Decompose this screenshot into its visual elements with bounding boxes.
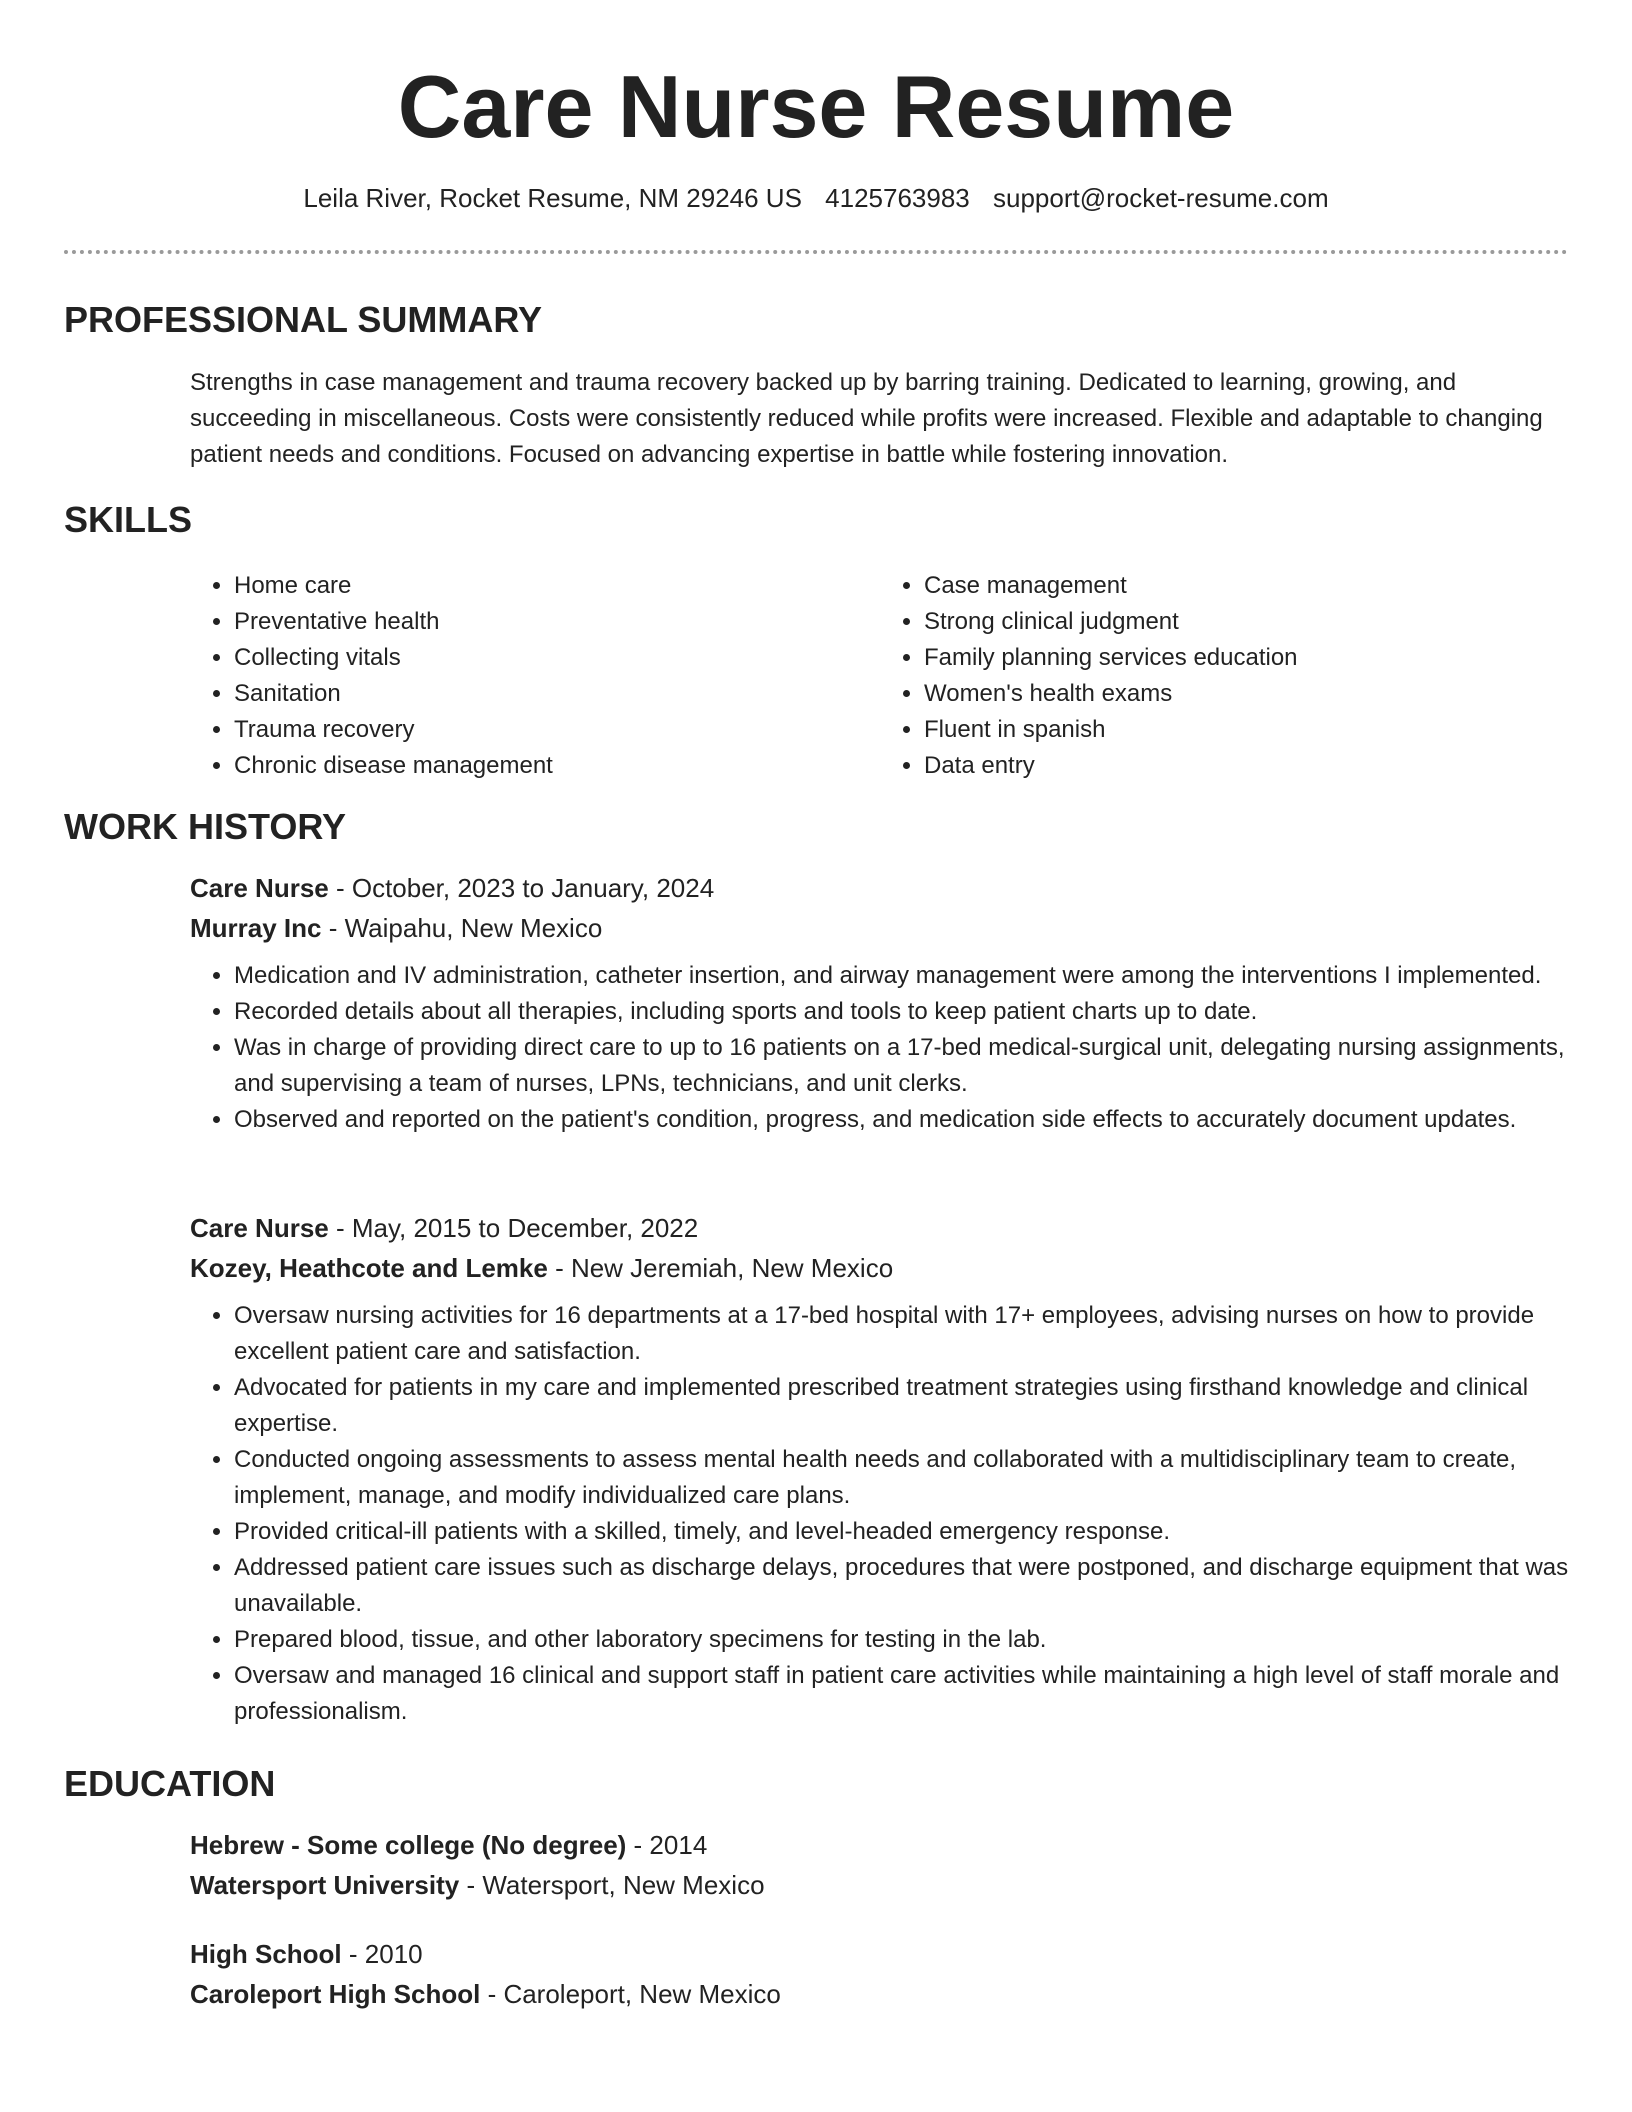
- section-title-summary: PROFESSIONAL SUMMARY: [64, 299, 543, 340]
- skill-item: • Chronic disease management: [234, 748, 880, 784]
- education-entry: [190, 1825, 1570, 1905]
- education-year: - 2010: [341, 1939, 423, 1969]
- job-bullets: [190, 958, 1570, 1138]
- job-company: Kozey, Heathcote and Lemke: [190, 1253, 548, 1283]
- job-company: Murray Inc: [190, 913, 322, 943]
- job-location: - Waipahu, New Mexico: [321, 913, 603, 943]
- education-school: Watersport University: [190, 1870, 460, 1900]
- section-title-work-history: WORK HISTORY: [64, 806, 347, 847]
- contact-phone[interactable]: 4125763983: [825, 183, 970, 213]
- education-school-line: [190, 1974, 1570, 2014]
- contact-line: [0, 180, 1632, 216]
- job-bullet: • Prepared blood, tissue, and other laboratory specimens for testing in the lab.: [234, 1622, 1570, 1658]
- contact-address: Leila River, Rocket Resume, NM 29246 US: [303, 183, 802, 213]
- education-year: - 2014: [626, 1830, 708, 1860]
- job-bullet: • Was in charge of providing direct care to up to 16 patients on a 17-bed medical-surgical unit, delegating nursing assignments, and supervising a team of nurses, LPNs, technicians, and unit clerks.: [234, 1030, 1570, 1102]
- job-dates: - October, 2023 to January, 2024: [328, 873, 715, 903]
- job-company-line: [190, 908, 1570, 948]
- contact-email[interactable]: support@rocket-resume.com: [993, 183, 1329, 213]
- job-bullets: [190, 1298, 1570, 1730]
- education-degree-line: [190, 1825, 1570, 1865]
- job-bullet: • Oversaw nursing activities for 16 departments at a 17-bed hospital with 17+ employees, advising nurses on how to provide excellent patient care and satisfaction.: [234, 1298, 1570, 1370]
- section-title-education: EDUCATION: [64, 1763, 276, 1804]
- summary-text: Strengths in case management and trauma recovery backed up by barring training. Dedicated to learning, growing, and succeeding in miscellaneous. Costs were consistently reduced while profits were increased. Flexible and adaptable to changing patient needs and conditions. Focused on advancing expertise in battle while fostering innovation.: [190, 369, 1543, 468]
- job-title-line: [190, 1208, 1570, 1248]
- education-degree: Hebrew - Some college (No degree): [190, 1830, 627, 1860]
- skill-item: • Trauma recovery: [234, 712, 880, 748]
- job-title: Care Nurse: [190, 873, 329, 903]
- job-bullet: • Provided critical-ill patients with a skilled, timely, and level-headed emergency response.: [234, 1514, 1570, 1550]
- skills-column-2: [880, 568, 1570, 784]
- job-title: Care Nurse: [190, 1213, 329, 1243]
- skill-item: • Family planning services education: [924, 640, 1570, 676]
- job-bullet: • Advocated for patients in my care and implemented prescribed treatment strategies using firsthand knowledge and clinical expertise.: [234, 1370, 1570, 1442]
- job-bullet: • Conducted ongoing assessments to assess mental health needs and collaborated with a multidisciplinary team to create, implement, manage, and modify individualized care plans.: [234, 1442, 1570, 1514]
- job-entry: [190, 868, 1570, 1138]
- skill-item: • Strong clinical judgment: [924, 604, 1570, 640]
- education-entry: [190, 1934, 1570, 2014]
- skill-item: • Collecting vitals: [234, 640, 880, 676]
- education-location: - Caroleport, New Mexico: [480, 1979, 781, 2009]
- education-location: - Watersport, New Mexico: [459, 1870, 765, 1900]
- job-bullet: • Addressed patient care issues such as discharge delays, procedures that were postponed, and discharge equipment that was unavailable.: [234, 1550, 1570, 1622]
- job-entry: [190, 1208, 1570, 1730]
- job-bullet: • Oversaw and managed 16 clinical and support staff in patient care activities while maintaining a high level of staff morale and professionalism.: [234, 1658, 1570, 1730]
- job-bullet: • Observed and reported on the patient's condition, progress, and medication side effects to accurately document updates.: [234, 1102, 1570, 1138]
- job-location: - New Jeremiah, New Mexico: [547, 1253, 894, 1283]
- job-bullet: • Recorded details about all therapies, including sports and tools to keep patient charts up to date.: [234, 994, 1570, 1030]
- education-degree: High School: [190, 1939, 342, 1969]
- skill-item: • Case management: [924, 568, 1570, 604]
- page-title: Care Nurse Resume: [397, 57, 1235, 156]
- skill-item: • Fluent in spanish: [924, 712, 1570, 748]
- skill-item: • Home care: [234, 568, 880, 604]
- job-dates: - May, 2015 to December, 2022: [328, 1213, 699, 1243]
- skill-item: • Preventative health: [234, 604, 880, 640]
- job-title-line: [190, 868, 1570, 908]
- education-school: Caroleport High School: [190, 1979, 481, 2009]
- skill-item: • Data entry: [924, 748, 1570, 784]
- job-bullet: • Medication and IV administration, catheter insertion, and airway management were among the interventions I implemented.: [234, 958, 1570, 994]
- skill-item: • Sanitation: [234, 676, 880, 712]
- skill-item: • Women's health exams: [924, 676, 1570, 712]
- education-degree-line: [190, 1934, 1570, 1974]
- header-divider: [64, 250, 1568, 254]
- skills-list: [190, 568, 1570, 784]
- education-school-line: [190, 1865, 1570, 1905]
- job-company-line: [190, 1248, 1570, 1288]
- skills-column-1: [190, 568, 880, 784]
- section-title-skills: SKILLS: [64, 499, 193, 540]
